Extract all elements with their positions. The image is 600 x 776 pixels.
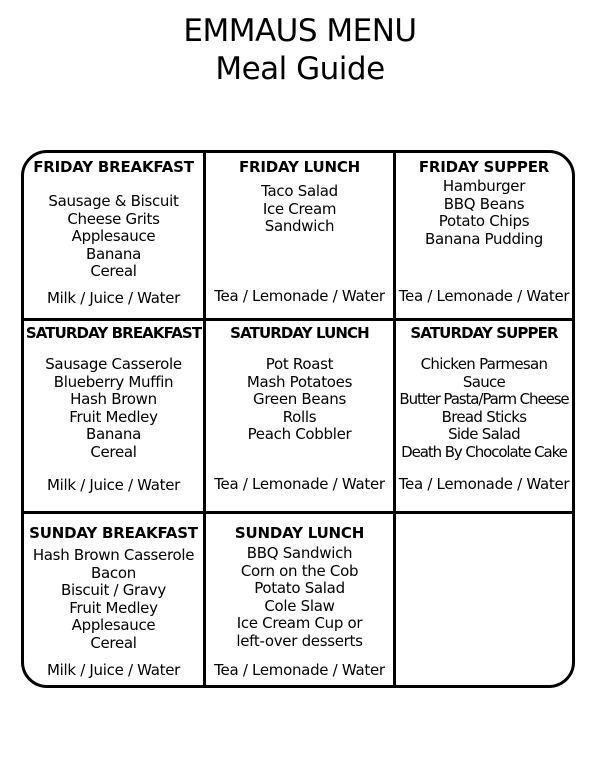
menu-item: Cereal: [90, 442, 137, 461]
menu-item: Rolls: [282, 407, 317, 426]
menu-item: Applesauce: [71, 616, 156, 634]
menu-cell-friday-lunch: [206, 158, 393, 318]
menu-item: Fruit Medley: [69, 598, 158, 617]
menu-item: Peach Cobbler: [247, 425, 352, 443]
menu-cell-sunday-lunch: [206, 524, 393, 685]
meal-items: [24, 356, 203, 461]
meal-heading: FRIDAY BREAKFAST: [33, 158, 194, 176]
drinks-line: Tea / Lemonade / Water: [398, 287, 570, 305]
drinks-line: Tea / Lemonade / Water: [214, 287, 385, 305]
meal-heading: SATURDAY LUNCH: [230, 324, 369, 342]
drinks-line: Milk / Juice / Water: [46, 476, 181, 494]
menu-item: Sauce: [462, 372, 506, 391]
meal-heading: SATURDAY SUPPER: [410, 324, 558, 342]
menu-item: Applesauce: [71, 227, 156, 245]
menu-cell-sunday-breakfast: [24, 524, 203, 685]
meal-items: [396, 356, 572, 461]
menu-cell-saturday-supper: [396, 324, 572, 511]
menu-item: Ice Cream: [262, 199, 337, 218]
menu-item: Butter Pasta/Parm Cheese: [399, 390, 569, 408]
meal-items: [24, 193, 203, 281]
meal-items: [206, 183, 393, 236]
menu-item: Bread Sticks: [441, 407, 527, 426]
menu-item: Cole Slaw: [264, 596, 335, 615]
meal-items: [206, 356, 393, 444]
meal-heading: SUNDAY LUNCH: [234, 524, 365, 542]
menu-cell-friday-breakfast: [24, 158, 203, 318]
menu-item: Taco Salad: [261, 182, 338, 200]
meal-heading: FRIDAY LUNCH: [238, 158, 360, 176]
row-divider-1: [24, 318, 572, 321]
menu-item: Side Salad: [448, 425, 520, 443]
menu-item: Corn on the Cob: [240, 561, 359, 580]
menu-item: Potato Salad: [254, 579, 345, 597]
page-subtitle: Meal Guide: [215, 51, 385, 87]
menu-cell-saturday-lunch: [206, 324, 393, 511]
menu-item: Sausage & Biscuit: [48, 192, 179, 210]
menu-item: Blueberry Muffin: [53, 372, 174, 391]
menu-item: Banana: [85, 425, 142, 443]
menu-cell-saturday-breakfast: [24, 324, 203, 511]
menu-item: Green Beans: [253, 390, 346, 408]
menu-item: BBQ Sandwich: [246, 544, 353, 562]
menu-item: Cheese Grits: [67, 209, 160, 228]
page-title: EMMAUS MENU: [183, 13, 417, 49]
menu-cell-friday-supper: [396, 158, 572, 318]
menu-item: Biscuit / Gravy: [61, 581, 166, 599]
drinks-line: Tea / Lemonade / Water: [214, 475, 385, 493]
menu-item: Hash Brown: [70, 390, 157, 408]
meal-items: [24, 547, 203, 652]
menu-item: left-over desserts: [236, 631, 363, 650]
menu-item: BBQ Beans: [443, 194, 525, 213]
menu-item: Fruit Medley: [69, 407, 158, 426]
menu-cell-empty: [396, 514, 572, 685]
drinks-line: Tea / Lemonade / Water: [214, 661, 385, 679]
menu-item: Bacon: [91, 563, 136, 582]
menu-item: Banana: [85, 244, 142, 263]
meal-heading: SUNDAY BREAKFAST: [29, 524, 198, 542]
meal-heading: SATURDAY BREAKFAST: [25, 324, 202, 342]
menu-item: Hash Brown Casserole: [32, 546, 195, 564]
menu-item: Cereal: [90, 633, 137, 652]
drinks-line: Milk / Juice / Water: [46, 661, 181, 679]
menu-item: Ice Cream Cup or: [236, 614, 363, 632]
menu-item: Banana Pudding: [425, 229, 543, 248]
drinks-line: Tea / Lemonade / Water: [398, 475, 570, 493]
meal-items: [206, 545, 393, 650]
menu-item: Hamburger: [442, 177, 526, 195]
menu-item: Mash Potatoes: [246, 372, 353, 391]
menu-item: Potato Chips: [438, 212, 530, 230]
menu-item: Cereal: [90, 262, 137, 280]
drinks-line: Milk / Juice / Water: [46, 289, 181, 307]
meal-items: [396, 178, 572, 248]
menu-item: Sandwich: [264, 217, 335, 235]
menu-item: Sausage Casserole: [45, 355, 182, 373]
menu-item: Pot Roast: [265, 355, 334, 373]
meal-heading: FRIDAY SUPPER: [418, 158, 550, 176]
menu-item: Death By Chocolate Cake: [401, 442, 567, 461]
menu-item: Chicken Parmesan: [420, 355, 548, 373]
